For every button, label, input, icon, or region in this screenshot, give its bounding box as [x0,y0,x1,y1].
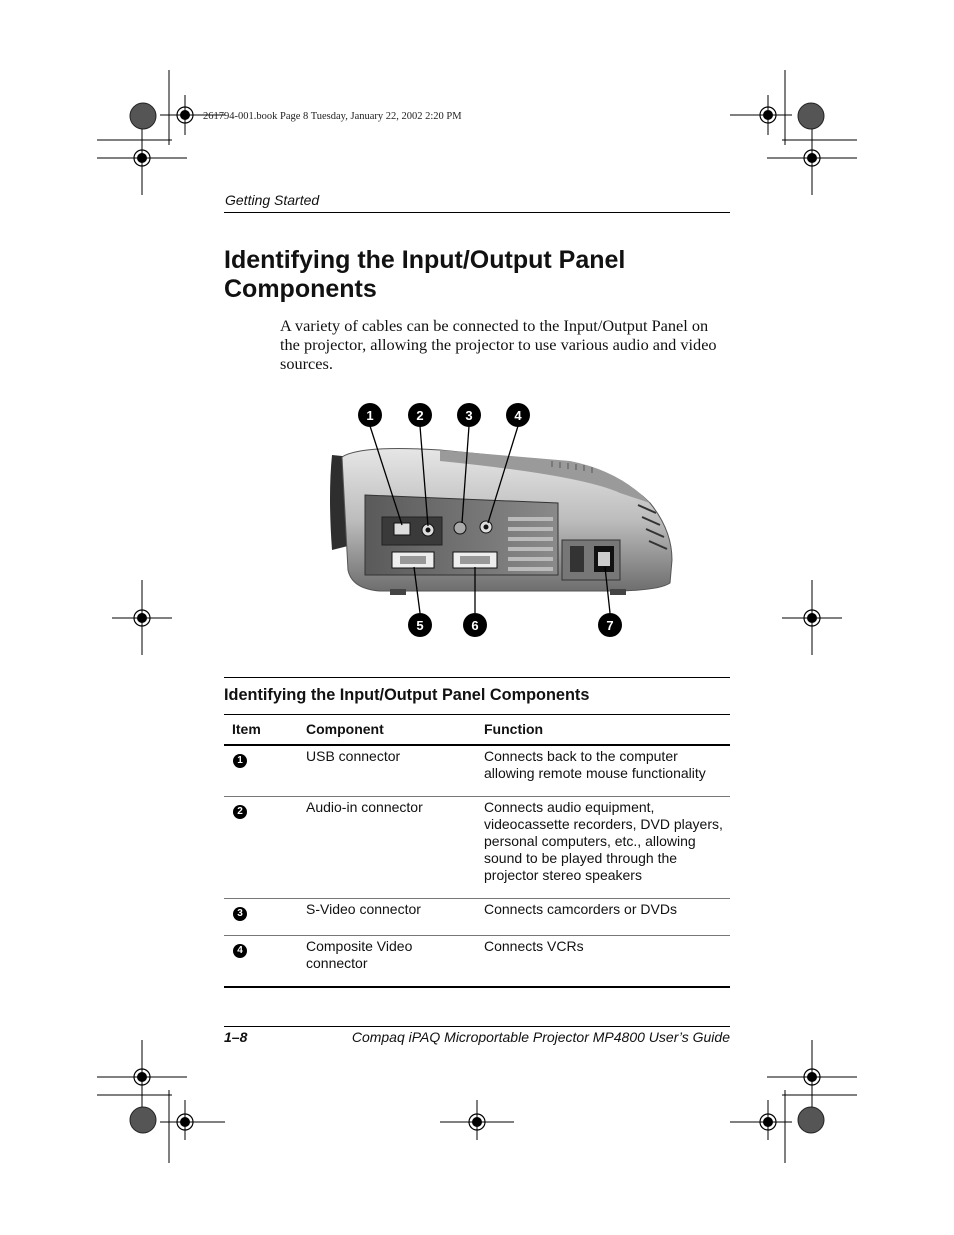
item-number-badge: 3 [233,907,247,921]
page-number: 1–8 [224,1029,248,1045]
component-cell: Audio-in connector [298,797,476,899]
footer-title: Compaq iPAQ Microportable Projector MP4800 User’s Guide [351,1029,730,1045]
components-table [224,715,730,988]
composite-jack-shape [484,525,489,530]
callout-2-label: 2 [416,408,424,423]
header-function: Function [476,715,730,745]
function-cell: Connects camcorders or DVDs [476,899,730,936]
svideo-port-shape [454,522,466,534]
item-number-badge: 1 [233,754,247,768]
projector-io-panel-figure [320,395,690,645]
callout-5 [408,613,432,637]
table-title: Identifying the Input/Output Panel Components [224,686,590,704]
callout-1-label: 1 [366,408,374,423]
item-number-badge: 2 [233,805,247,819]
component-cell: Composite Video connector [298,936,476,988]
header-item: Item [224,715,298,745]
function-cell: Connects VCRs [476,936,730,988]
item-number-badge: 4 [233,944,247,958]
component-cell: S-Video connector [298,899,476,936]
function-cell: Connects back to the computer allowing remote mouse functionality [476,745,730,797]
callout-3 [457,403,481,427]
running-head: Getting Started [225,192,320,208]
function-cell: Connects audio equipment, videocassette recorders, DVD players, personal computers, etc., allowing sound to be played through the projector stereo speakers [476,797,730,899]
callout-4-label: 4 [514,408,522,423]
callout-4 [506,403,530,427]
footer-rule [224,1026,730,1027]
callout-3-label: 3 [465,408,473,423]
section-heading: Identifying the Input/Output Panel Components [224,246,626,303]
callout-7 [598,613,622,637]
print-slug: 261794-001.book Page 8 Tuesday, January 22, 2002 2:20 PM [203,111,462,122]
table-row [224,899,730,936]
header-component: Component [298,715,476,745]
component-cell: USB connector [298,745,476,797]
callout-2 [408,403,432,427]
intro-paragraph: A variety of cables can be connected to the Input/Output Panel on the projector, allowing the projector to use various audio and video sources. [280,316,717,373]
table-row [224,797,730,899]
callout-5-label: 5 [416,618,424,633]
table-top-rule [224,677,730,678]
table-row [224,745,730,797]
audio-jack-shape [426,528,431,533]
callout-1 [358,403,382,427]
table-row [224,936,730,988]
callout-6-label: 6 [471,618,479,633]
header-rule [224,212,730,213]
callout-6 [463,613,487,637]
callout-7-label: 7 [606,618,614,633]
table-header-row [224,715,730,745]
projector-illustration [320,395,690,645]
